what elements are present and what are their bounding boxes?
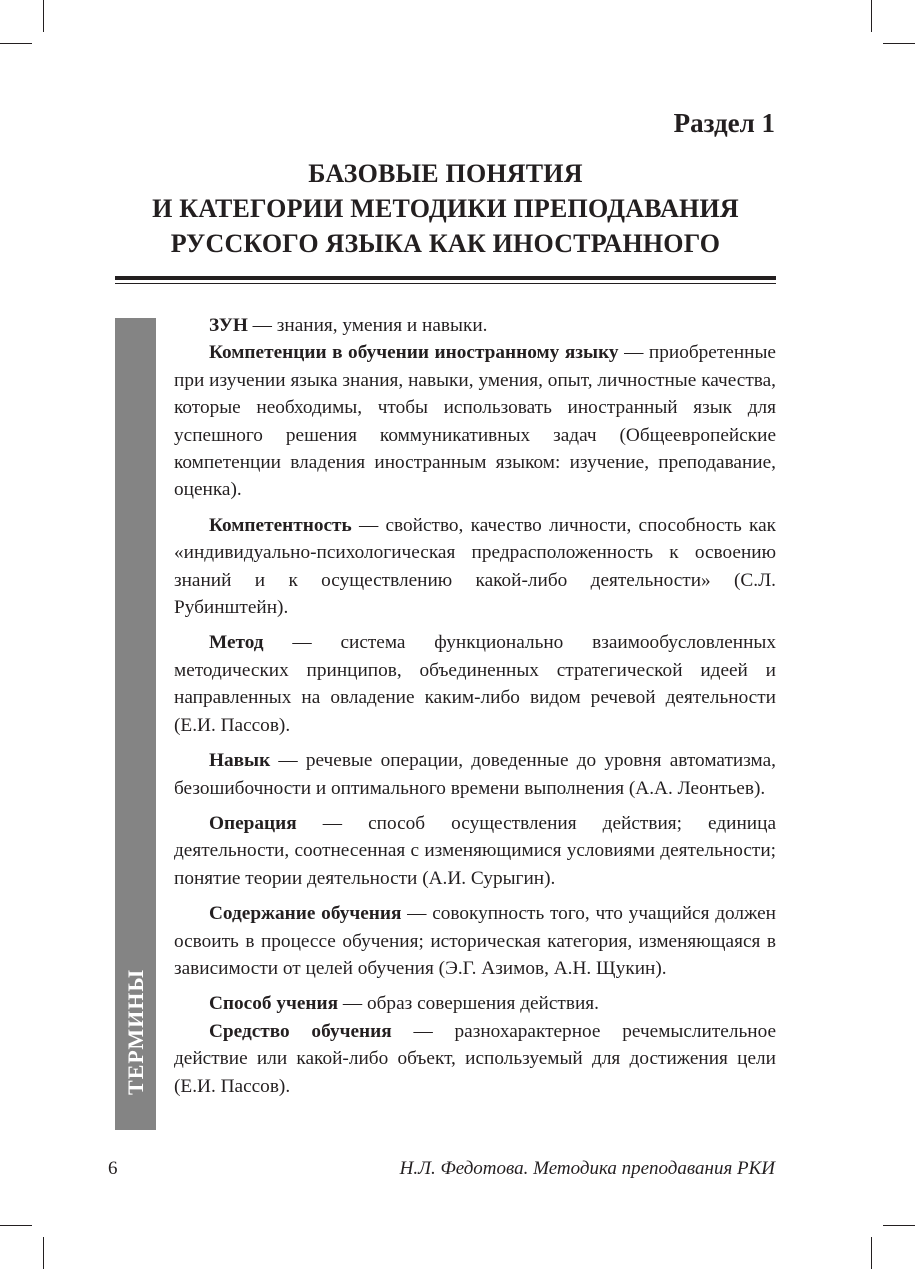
term-definition: — система функционально взаимообусловленных методических принципов, объединенных стратегической идеей и направленных на овладение каким-либо видом речевой деятельности (Е.И. Пассов). xyxy=(174,632,776,736)
term-entry xyxy=(174,339,776,503)
term-entry xyxy=(174,512,776,622)
term-definition: — свойство, качество личности, способность как «индивидуально-психологическая предрасположенность к освоению знаний и к осуществлению какой-либо деятельности» (С.Л. Рубинштейн). xyxy=(174,514,776,619)
term-definition: — речевые операции, доведенные до уровня автоматизма, безошибочности и оптимального времени выполнения (А.А. Леонтьев). xyxy=(174,750,776,799)
sidebar-label-box xyxy=(115,942,156,1122)
page-number: 6 xyxy=(108,1158,118,1179)
chapter-title-line: И КАТЕГОРИИ МЕТОДИКИ ПРЕПОДАВАНИЯ xyxy=(152,194,739,223)
term-definition: — образ совершения действия. xyxy=(338,993,599,1015)
title-divider-thin xyxy=(115,283,776,284)
terms-list xyxy=(174,312,776,1100)
term-name: Метод xyxy=(209,632,264,654)
term-name: ЗУН xyxy=(209,315,248,336)
term-name: Компетенции в обучении иностранному языку xyxy=(209,342,619,364)
term-entry xyxy=(174,810,776,892)
crop-mark xyxy=(0,1225,32,1226)
crop-mark xyxy=(43,1237,44,1269)
chapter-title-line: РУССКОГО ЯЗЫКА КАК ИНОСТРАННОГО xyxy=(170,229,721,258)
crop-mark xyxy=(43,0,44,32)
term-definition: — способ осуществления действия; единица деятельности, соотнесенная с изменяющимися условиями деятельности; понятие теории деятельности (А.И. Сурыгин). xyxy=(174,812,776,889)
term-definition: — знания, умения и навыки. xyxy=(247,315,488,336)
term-entry xyxy=(174,747,776,802)
term-definition: — приобретенные при изучении языка знания, навыки, умения, опыт, личностные качества, которые необходимы, чтобы использовать иностранный язык для успешного решения коммуникативных задач (Общеевропейские компетенции владения иностранным языком: изучение, преподавание, оценка). xyxy=(174,342,776,501)
crop-mark xyxy=(883,1225,915,1226)
term-entry xyxy=(174,990,776,1017)
crop-mark xyxy=(883,43,915,44)
running-footer: Н.Л. Федотова. Методика преподавания РКИ xyxy=(399,1158,775,1179)
sidebar-tab xyxy=(115,318,156,1130)
chapter-title-line: БАЗОВЫЕ ПОНЯТИЯ xyxy=(308,159,583,188)
term-definition: — разнохарактерное речемыслительное действие или какой-либо объект, используемый для достижения цели (Е.И. Пассов). xyxy=(174,1020,776,1097)
crop-mark xyxy=(0,43,32,44)
term-name: Средство обучения xyxy=(209,1020,392,1042)
term-definition: — совокупность того, что учащийся должен освоить в процессе обучения; историческая категория, изменяющаяся в зависимости от целей обучения (Э.Г. Азимов, А.Н. Щукин). xyxy=(174,903,776,979)
term-entry xyxy=(174,312,776,339)
crop-mark xyxy=(871,0,872,32)
term-entry xyxy=(174,900,776,982)
term-name: Содержание обучения xyxy=(209,903,402,925)
term-entry xyxy=(174,1018,776,1100)
sidebar-label: ТЕРМИНЫ xyxy=(122,969,148,1095)
term-name: Операция xyxy=(209,812,297,834)
crop-mark xyxy=(871,1237,872,1269)
term-name: Навык xyxy=(209,750,271,772)
term-name: Компетентность xyxy=(209,514,352,536)
term-entry xyxy=(174,629,776,739)
title-divider-thick xyxy=(115,276,776,280)
term-name: Способ учения xyxy=(209,993,339,1015)
section-label: Раздел 1 xyxy=(673,108,775,138)
chapter-title xyxy=(115,156,776,261)
